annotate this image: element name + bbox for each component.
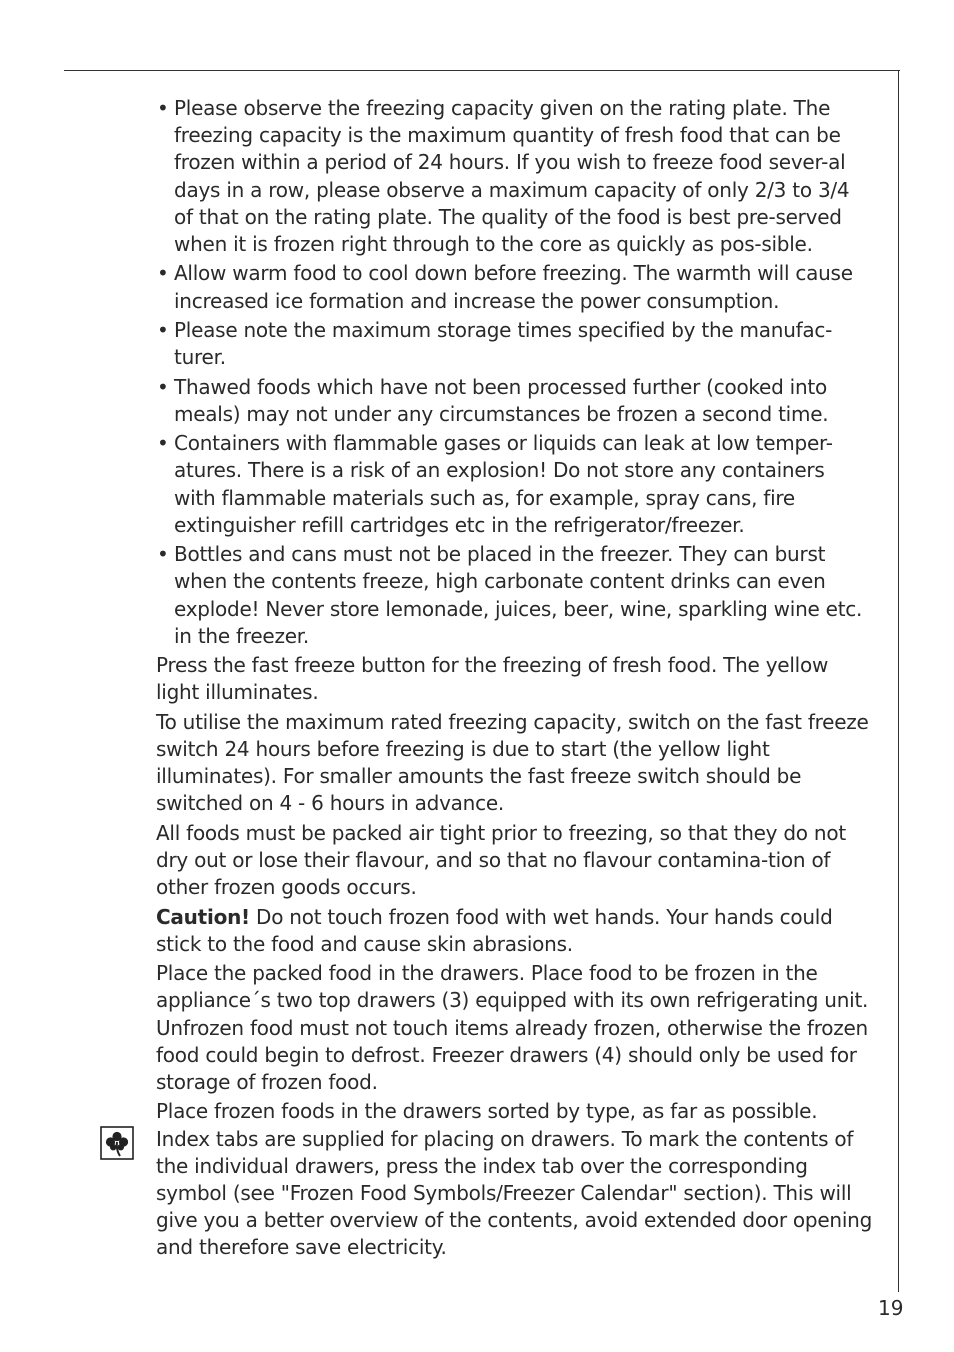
paragraph-drawers: Place the packed food in the drawers. Place food to be frozen in the appliance´s two top drawers (3) equipped with its own refrigerating unit. Unfrozen food must not touch items already frozen, otherwise the frozen food could begin to defrost. Freezer drawers (4) should only be used for storage of frozen food. [156, 961, 869, 1094]
bullet-flammable-containers: • Containers with flammable gases or liquids can leak at low temper-atures. There is a risk of an explosion! Do not store any containers with flammable materials such as, for example, spray cans, fire extinguisher refill cartridges etc in the refrigerator/freezer. [156, 430, 872, 539]
page-number: 19 [878, 1296, 904, 1320]
right-rule [898, 70, 899, 1292]
safety-bullet-list [156, 95, 872, 650]
bullet-freezing-capacity: • Please observe the freezing capacity given on the rating plate. The freezing capacity is the maximum quantity of fresh food that can be frozen within a period of 24 hours. If you wish to freeze food sever-al days in a row, please observe a maximum capacity of only 2/3 to 3/4 of that on the rating plate. The quality of the food is best pre-served when it is frozen right through to the core as quickly as pos-sible. [156, 95, 872, 258]
caution-label: Caution! [156, 904, 250, 929]
top-rule [64, 70, 900, 71]
paragraph-fast-freeze: Press the fast freeze button for the freezing of fresh food. The yellow light illuminates. [156, 653, 829, 705]
paragraph-caution [156, 904, 872, 958]
bullet-storage-times: • Please note the maximum storage times specified by the manufac-turer. [156, 317, 872, 371]
paragraph-sorting: Place frozen foods in the drawers sorted by type, as far as possible. Index tabs are supplied for placing on drawers. To mark the contents of the individual drawers, press the index tab over the corresponding symbol (see "Frozen Food Symbols/Freezer Calendar" section). This will give you a better overview of the contents, avoid extended door opening and therefore save electricity. [156, 1099, 873, 1260]
caution-text: Do not touch frozen food with wet hands. Your hands could stick to the food and cause skin abrasions. [156, 904, 833, 956]
paragraph-packing: All foods must be packed air tight prior to freezing, so that they do not dry out or lose their flavour, and so that no flavour contamina-tion of other frozen goods occurs. [156, 820, 846, 900]
clover-leaf-icon [100, 1126, 134, 1160]
paragraph-max-capacity: To utilise the maximum rated freezing capacity, switch on the fast freeze switch 24 hours before freezing is due to start (the yellow light illuminates). For smaller amounts the fast freeze switch should be switched on 4 - 6 hours in advance. [156, 709, 869, 816]
page-content [156, 95, 872, 1264]
bullet-warm-food: • Allow warm food to cool down before freezing. The warmth will cause increased ice formation and increase the power consumption. [156, 260, 872, 314]
bullet-bottles-cans: • Bottles and cans must not be placed in the freezer. They can burst when the contents freeze, high carbonate content drinks can even explode! Never store lemonade, juices, beer, wine, sparkling wine etc. in the freezer. [156, 541, 872, 650]
bullet-thawed-foods: • Thawed foods which have not been processed further (cooked into meals) may not under any circumstances be frozen a second time. [156, 374, 872, 428]
